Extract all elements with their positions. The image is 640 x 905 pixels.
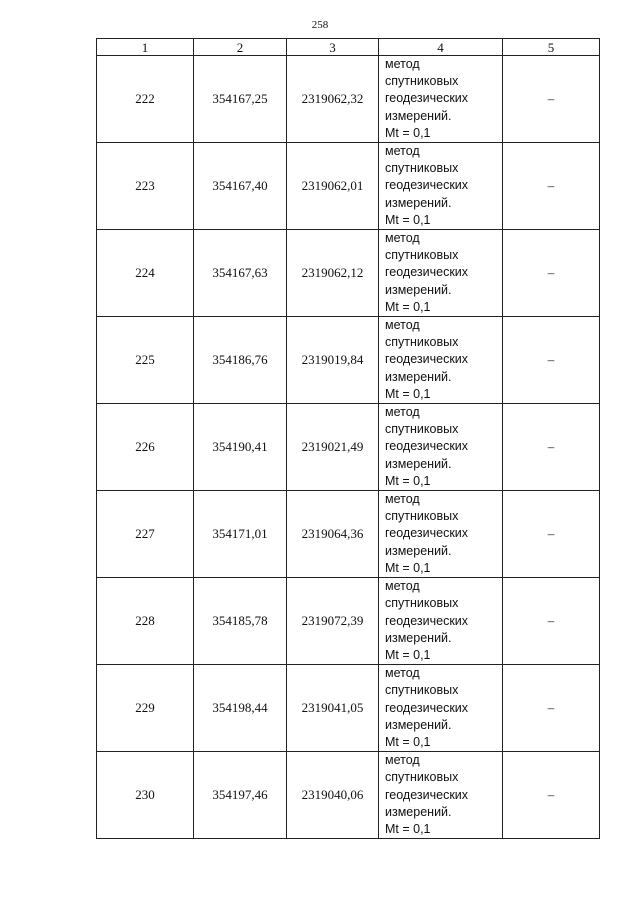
x-coordinate-cell: 354167,63: [194, 230, 287, 317]
column-header-4: 4: [379, 39, 503, 56]
table-row: [97, 665, 600, 752]
column-header-1: 1: [97, 39, 194, 56]
method-line: измерений.: [385, 456, 452, 471]
method-line: Mt = 0,1: [385, 734, 431, 749]
method-line: метод: [385, 492, 420, 507]
method-line: измерений.: [385, 195, 452, 210]
method-cell: [379, 491, 503, 578]
method-cell: [379, 143, 503, 230]
table-row: [97, 752, 600, 839]
point-number-cell: 225: [97, 317, 194, 404]
method-line: метод: [385, 318, 420, 333]
method-line: метод: [385, 231, 420, 246]
method-line: измерений.: [385, 630, 452, 645]
method-line: метод: [385, 57, 420, 71]
method-cell: [379, 230, 503, 317]
method-line: геодезических: [385, 352, 469, 367]
method-line: измерений.: [385, 804, 452, 819]
method-line: метод: [385, 579, 420, 594]
method-line: метод: [385, 666, 420, 681]
table-header-row: [97, 39, 600, 56]
column-header-3: 3: [287, 39, 379, 56]
method-line: геодезических: [385, 265, 469, 280]
note-cell: –: [503, 56, 600, 143]
method-line: спутниковых: [385, 161, 459, 176]
note-cell: –: [503, 578, 600, 665]
method-line: измерений.: [385, 717, 452, 732]
note-cell: –: [503, 230, 600, 317]
method-line: измерений.: [385, 282, 452, 297]
column-header-5: 5: [503, 39, 600, 56]
method-line: метод: [385, 144, 420, 159]
table-row: [97, 578, 600, 665]
point-number-cell: 228: [97, 578, 194, 665]
point-number-cell: 224: [97, 230, 194, 317]
point-number-cell: 229: [97, 665, 194, 752]
method-line: измерений.: [385, 543, 452, 558]
method-line: спутниковых: [385, 509, 459, 524]
method-line: метод: [385, 405, 420, 420]
method-line: геодезических: [385, 439, 469, 454]
x-coordinate-cell: 354190,41: [194, 404, 287, 491]
note-cell: –: [503, 143, 600, 230]
y-coordinate-cell: 2319062,12: [287, 230, 379, 317]
method-cell: [379, 665, 503, 752]
page-number: 258: [311, 19, 329, 31]
method-line: геодезических: [385, 178, 469, 193]
method-cell: [379, 752, 503, 839]
method-line: спутниковых: [385, 74, 459, 89]
note-cell: –: [503, 491, 600, 578]
method-line: спутниковых: [385, 422, 459, 437]
method-line: спутниковых: [385, 248, 459, 263]
method-line: геодезических: [385, 613, 469, 628]
x-coordinate-cell: 354167,40: [194, 143, 287, 230]
table-row: [97, 404, 600, 491]
method-line: геодезических: [385, 91, 469, 106]
table-row: [97, 491, 600, 578]
method-line: Mt = 0,1: [385, 125, 431, 140]
point-number-cell: 230: [97, 752, 194, 839]
method-line: Mt = 0,1: [385, 386, 431, 401]
table-row: [97, 56, 600, 143]
method-cell: [379, 578, 503, 665]
y-coordinate-cell: 2319019,84: [287, 317, 379, 404]
x-coordinate-cell: 354171,01: [194, 491, 287, 578]
point-number-cell: 223: [97, 143, 194, 230]
method-line: Mt = 0,1: [385, 821, 431, 836]
y-coordinate-cell: 2319040,06: [287, 752, 379, 839]
x-coordinate-cell: 354197,46: [194, 752, 287, 839]
method-line: спутниковых: [385, 770, 459, 785]
note-cell: –: [503, 665, 600, 752]
point-number-cell: 226: [97, 404, 194, 491]
y-coordinate-cell: 2319062,32: [287, 56, 379, 143]
method-line: спутниковых: [385, 596, 459, 611]
x-coordinate-cell: 354167,25: [194, 56, 287, 143]
method-cell: [379, 317, 503, 404]
point-number-cell: 222: [97, 56, 194, 143]
method-cell: [379, 404, 503, 491]
x-coordinate-cell: 354186,76: [194, 317, 287, 404]
note-cell: –: [503, 317, 600, 404]
method-line: Mt = 0,1: [385, 473, 431, 488]
y-coordinate-cell: 2319041,05: [287, 665, 379, 752]
y-coordinate-cell: 2319021,49: [287, 404, 379, 491]
method-line: Mt = 0,1: [385, 299, 431, 314]
column-header-2: 2: [194, 39, 287, 56]
method-cell: [379, 56, 503, 143]
y-coordinate-cell: 2319062,01: [287, 143, 379, 230]
note-cell: –: [503, 752, 600, 839]
method-line: Mt = 0,1: [385, 212, 431, 227]
table-row: [97, 230, 600, 317]
coordinates-table: [96, 38, 600, 839]
method-line: спутниковых: [385, 683, 459, 698]
y-coordinate-cell: 2319072,39: [287, 578, 379, 665]
point-number-cell: 227: [97, 491, 194, 578]
method-line: метод: [385, 753, 420, 768]
method-line: геодезических: [385, 526, 469, 541]
table-row: [97, 317, 600, 404]
note-cell: –: [503, 404, 600, 491]
y-coordinate-cell: 2319064,36: [287, 491, 379, 578]
method-line: измерений.: [385, 108, 452, 123]
table-row: [97, 143, 600, 230]
method-line: геодезических: [385, 700, 469, 715]
method-line: Mt = 0,1: [385, 647, 431, 662]
method-line: Mt = 0,1: [385, 560, 431, 575]
x-coordinate-cell: 354185,78: [194, 578, 287, 665]
method-line: измерений.: [385, 369, 452, 384]
method-line: геодезических: [385, 787, 469, 802]
x-coordinate-cell: 354198,44: [194, 665, 287, 752]
method-line: спутниковых: [385, 335, 459, 350]
